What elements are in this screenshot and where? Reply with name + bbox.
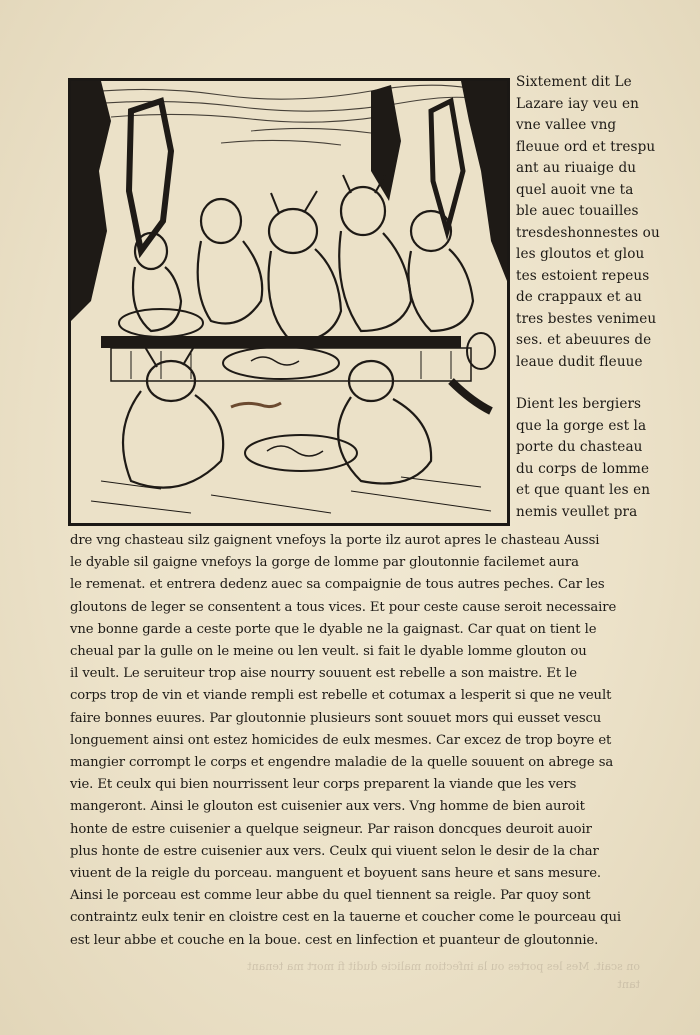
text-line: fleuue ord et trespu xyxy=(516,138,656,155)
side-paragraph-2 xyxy=(516,394,692,523)
text-line: tresdeshonnestes ou xyxy=(516,224,660,241)
text-line: et que quant les en xyxy=(516,482,651,498)
text-line: le dyable sil gaigne vnefoys la gorge de lomme par gloutonnie facilemet aura xyxy=(70,555,579,571)
text-line: corps trop de vin et viande rempli est rebelle et cotumax a lesperit si que ne veult xyxy=(70,688,612,704)
text-line: cheual par la gulle on le meine ou len veult. si fait le dyable lomme glouton ou xyxy=(70,644,587,660)
text-line: gloutons de leger se consentent a tous vices. Et pour ceste cause seroit necessaire xyxy=(70,599,617,615)
bleed-line: on scait. Mes les portes ou la infection malicie dudit fi mort ma tenant xyxy=(247,960,640,973)
woodcut-illustration xyxy=(68,78,510,526)
text-line: le remenat. et entrera dedenz auec sa compaignie de tous autres peches. Car les xyxy=(70,577,605,593)
side-paragraph-1 xyxy=(516,72,692,373)
text-line: vne bonne garde a ceste porte que le dyable ne la gaignast. Car quat on tient le xyxy=(70,621,597,637)
text-line: vie. Et ceulx qui bien nourrissent leur corps preparent la viande que les vers xyxy=(70,777,577,793)
text-line: que la gorge est la xyxy=(516,417,647,434)
text-line: nemis veullet pra xyxy=(516,503,638,520)
text-line: de crappaux et au xyxy=(516,289,642,305)
text-line: contraintz eulx tenir en cloistre cest en la tauerne et coucher come le pourceau qui xyxy=(70,910,621,926)
text-line: Ainsi le porceau est comme leur abbe du quel tiennent sa reigle. Par quoy sont xyxy=(70,888,591,904)
text-line: tres bestes venimeu xyxy=(516,310,657,327)
text-line: dre vng chasteau silz gaignent vnefoys la porte ilz aurot apres le chasteau Aussi xyxy=(70,533,600,548)
text-line: Sixtement dit Le xyxy=(516,74,632,90)
text-line: honte de estre cuisenier a quelque seigneur. Par raison doncques deuroit auoir xyxy=(70,821,592,837)
bleed-line: tant xyxy=(617,978,640,991)
text-line: longuement ainsi ont estez homicides de eulx mesmes. Car excez de trop boyre et xyxy=(70,732,612,748)
bleed-through-text xyxy=(200,958,640,994)
text-line: est leur abbe et couche en la boue. cest en linfection et puanteur de gloutonnie. xyxy=(70,932,599,948)
text-line: tes estoient repeus xyxy=(516,267,650,284)
text-line: vne vallee vng xyxy=(516,117,617,133)
text-line: les gloutos et glou xyxy=(516,246,645,262)
text-line: mangier corrompt le corps et engendre maladie de la quelle souuent on abrege sa xyxy=(70,755,614,771)
text-line: ble auec touailles xyxy=(516,203,639,219)
text-line: viuent de la reigle du porceau. manguent et boyuent sans heure et sans mesure. xyxy=(70,866,602,882)
text-line: faire bonnes euures. Par gloutonnie plusieurs sont souuet mors qui eusset vescu xyxy=(70,710,602,726)
woodcut-gluttons-feast-image xyxy=(71,81,507,523)
text-line: leaue dudit fleuue xyxy=(516,353,643,370)
text-line: Lazare iay veu en xyxy=(516,95,640,112)
text-line: mangeront. Ainsi le glouton est cuisenier aux vers. Vng homme de bien auroit xyxy=(70,799,585,815)
text-line: ant au riuaige du xyxy=(516,160,637,176)
text-line: ses. et abeuures de xyxy=(516,332,652,348)
text-line: du corps de lomme xyxy=(516,460,650,477)
text-line: quel auoit vne ta xyxy=(516,181,634,198)
main-text-block xyxy=(70,530,670,952)
text-line: Dient les bergiers xyxy=(516,396,642,412)
text-line: porte du chasteau xyxy=(516,439,643,455)
text-line: il veult. Le seruiteur trop aise nourry souuent est rebelle a son maistre. Et le xyxy=(70,666,577,682)
text-line: plus honte de estre cuisenier aux vers. Ceulx qui viuent selon le desir de la char xyxy=(70,843,599,859)
side-text-column xyxy=(516,72,692,523)
